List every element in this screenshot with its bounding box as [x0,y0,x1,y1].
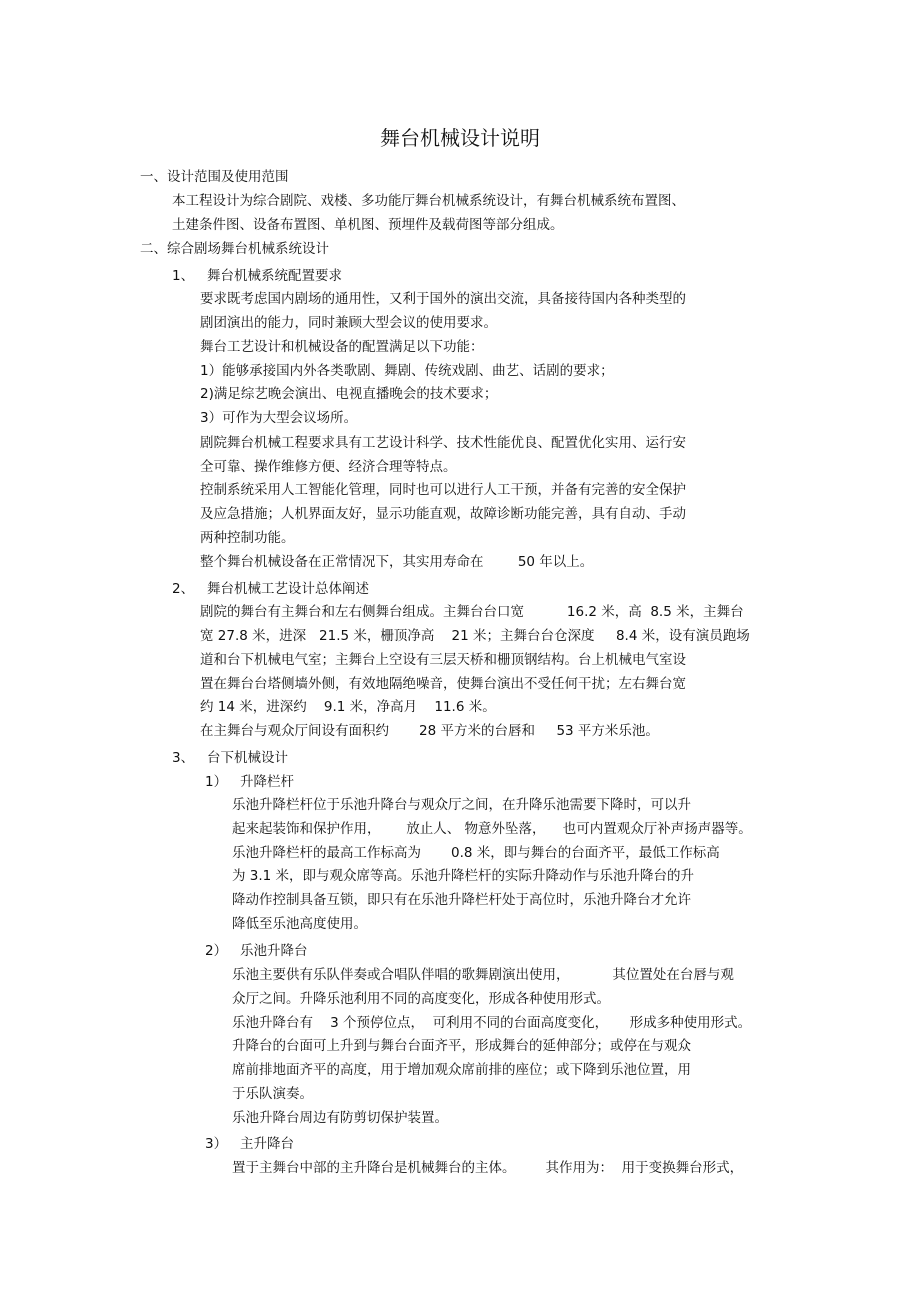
text-line: 2） 乐池升降台 [205,943,308,959]
text-line: 乐池升降栏杆位于乐池升降台与观众厅之间，在升降乐池需要下降时，可以升 [232,797,691,813]
text-line: 乐池升降台周边有防剪切保护装置。 [232,1110,448,1126]
text-line: 全可靠、操作维修方便、经济合理等特点。 [200,459,457,475]
text-line: 土建条件图、设备布置图、单机图、预埋件及载荷图等部分组成。 [172,217,564,233]
text-line: 在主舞台与观众厅间设有面积约 28 平方米的台唇和 53 平方米乐池。 [200,723,659,739]
text-line: 置于主舞台中部的主升降台是机械舞台的主体。 其作用为： 用于变换舞台形式， [232,1160,744,1176]
text-line: 约 14 米，进深约 9.1 米，净高月 11.6 米。 [200,699,496,715]
text-line: 两种控制功能。 [200,530,295,546]
text-line: 2、 舞台机械工艺设计总体阐述 [172,581,369,597]
text-line: 为 3.1 米，即与观众席等高。乐池升降栏杆的实际升降动作与乐池升降台的升 [232,868,695,884]
text-line: 剧院的舞台有主舞台和左右侧舞台组成。主舞台台口宽 16.2 米，高 8.5 米，主舞台 [200,604,744,620]
text-line: 二、综合剧场舞台机械系统设计 [140,241,329,257]
text-line: 舞台工艺设计和机械设备的配置满足以下功能： [200,339,484,355]
text-line: 整个舞台机械设备在正常情况下，其实用寿命在 50 年以上。 [200,554,594,570]
text-line: 乐池升降台有 3 个预停位点， 可利用不同的台面高度变化， 形成多种使用形式。 [232,1015,752,1031]
text-line: 降低至乐池高度使用。 [232,916,367,932]
text-line: 起来起装饰和保护作用， 放止人、 物意外坠落， 也可内置观众厅补声扬声器等。 [232,821,752,837]
text-line: 于乐队演奏。 [232,1086,313,1102]
text-line: 一、设计范围及使用范围 [140,169,289,185]
text-line: 升降台的台面可上升到与舞台台面齐平，形成舞台的延伸部分；或停在与观众 [232,1038,691,1054]
text-line: 众厅之间。升降乐池利用不同的高度变化，形成各种使用形式。 [232,991,610,1007]
text-line: 要求既考虑国内剧场的通用性，又利于国外的演出交流，具备接待国内各种类型的 [200,291,686,307]
page-title: 舞台机械设计说明 [380,126,540,150]
text-line: 席前排地面齐平的高度，用于增加观众席前排的座位；或下降到乐池位置，用 [232,1062,691,1078]
text-line: 乐池升降栏杆的最高工作标高为 0.8 米，即与舞台的台面齐平，最低工作标高 [232,845,720,861]
text-line: 置在舞台台塔侧墙外侧，有效地隔绝噪音，使舞台演出不受任何干扰；左右舞台宽 [200,676,686,692]
text-line: 剧团演出的能力，同时兼顾大型会议的使用要求。 [200,315,497,331]
text-line: 3） 主升降台 [205,1136,294,1152]
text-line: 3、 台下机械设计 [172,750,288,766]
text-line: 2)满足综艺晚会演出、电视直播晚会的技术要求； [200,386,498,402]
text-line: 乐池主要供有乐队伴奏或合唱队伴唱的歌舞剧演出使用， 其位置处在台唇与观 [232,967,734,983]
text-line: 1、 舞台机械系统配置要求 [172,268,342,284]
text-line: 3）可作为大型会议场所。 [200,410,358,426]
text-line: 道和台下机械电气室；主舞台上空设有三层天桥和栅顶钢结构。台上机械电气室设 [200,652,686,668]
text-line: 1）能够承接国内外各类歌剧、舞剧、传统戏剧、曲艺、话剧的要求； [200,363,614,379]
text-line: 降动作控制具备互锁，即只有在乐池升降栏杆处于高位时，乐池升降台才允许 [232,892,691,908]
text-line: 剧院舞台机械工程要求具有工艺设计科学、技术性能优良、配置优化实用、运行安 [200,435,686,451]
text-line: 及应急措施；人机界面友好，显示功能直观，故障诊断功能完善，具有自动、手动 [200,506,686,522]
text-line: 宽 27.8 米，进深 21.5 米，栅顶净高 21 米；主舞台台仓深度 8.4 米，设有演员跑场 [200,628,750,644]
text-line: 控制系统采用人工智能化管理，同时也可以进行人工干预，并备有完善的安全保护 [200,482,686,498]
text-line: 本工程设计为综合剧院、戏楼、多功能厅舞台机械系统设计，有舞台机械系统布置图、 [172,193,685,209]
text-line: 1） 升降栏杆 [205,774,294,790]
